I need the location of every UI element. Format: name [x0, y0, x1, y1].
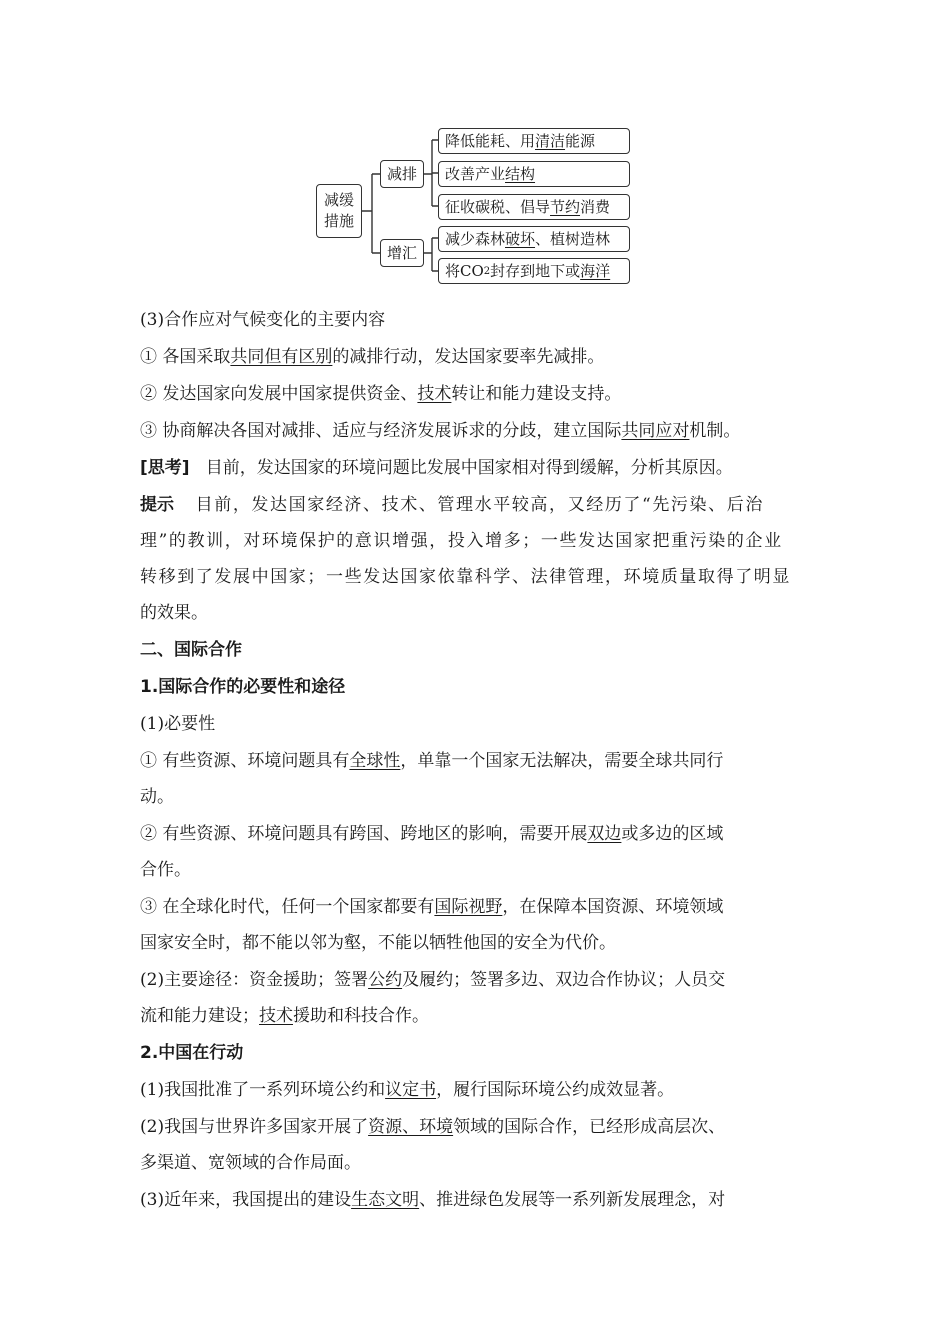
leaf-underlined: 清洁	[535, 131, 566, 150]
paragraph-line	[140, 1004, 429, 1028]
root-label-line1: 减缓	[323, 191, 354, 209]
text: 及履约；签署多边、双边合作协议；人员交	[402, 970, 726, 990]
leaf-underlined: 破坏	[505, 229, 536, 248]
hint-line	[140, 529, 783, 553]
underlined-term: 全球性	[349, 751, 401, 771]
leaf-text: 征收碳税、倡导	[445, 197, 551, 216]
underlined-term: 双边	[587, 824, 622, 844]
text: 合作。	[140, 860, 191, 880]
text: ，履行国际环境公约成效显著。	[436, 1080, 675, 1100]
paragraph-line	[140, 1115, 725, 1139]
underlined-term: 国际视野	[434, 897, 503, 917]
text: (1)我国批准了一系列环境公约和	[140, 1080, 386, 1100]
text: (3)近年来，我国提出的建设	[140, 1190, 352, 1210]
text: (1)必要性	[140, 714, 216, 734]
section-heading	[140, 638, 242, 662]
leaf-item	[438, 128, 630, 154]
paragraph-line	[140, 1078, 674, 1102]
paragraph-line	[140, 345, 604, 369]
text: 援助和科技合作。	[293, 1006, 429, 1026]
underlined-term: 技术	[259, 1006, 293, 1026]
underlined-term: 议定书	[385, 1080, 437, 1100]
leaf-text: 降低能耗、用	[445, 131, 536, 150]
paragraph-line	[140, 858, 191, 882]
paragraph-line	[140, 1151, 361, 1175]
hint-line	[140, 493, 764, 517]
leaf-text: 将CO	[445, 261, 484, 280]
text: 1.国际合作的必要性和途径	[140, 677, 346, 697]
text: 多渠道、宽领域的合作局面。	[140, 1153, 361, 1173]
leaf-text: 减少森林	[445, 229, 506, 248]
text: ② 有些资源、环境问题具有跨国、跨地区的影响，需要开展	[140, 824, 588, 844]
leaf-item	[438, 226, 630, 252]
text: ① 有些资源、环境问题具有	[140, 751, 350, 771]
branch-label: 减排	[386, 164, 417, 183]
text: ① 各国采取	[140, 347, 231, 367]
leaf-underlined: 海洋	[580, 261, 611, 280]
think-question	[140, 456, 733, 480]
text: ③ 协商解决各国对减排、适应与经济发展诉求的分歧，建立国际	[140, 421, 622, 441]
text: ，单靠一个国家无法解决，需要全球共同行	[400, 751, 724, 771]
text: ③ 在全球化时代，任何一个国家都要有	[140, 897, 435, 917]
paragraph-line	[140, 785, 174, 809]
leaf-item	[438, 161, 630, 187]
text: 转移到了发展中国家；一些发达国家依靠科学、法律管理，环境质量取得了明显	[140, 567, 791, 587]
leaf-item	[438, 258, 630, 284]
text: 理”的教训，对环境保护的意识增强，投入增多；一些发达国家把重污染的企业	[140, 531, 783, 551]
think-tag: [思考]	[140, 458, 190, 478]
paragraph-line	[140, 382, 621, 406]
underlined-term: 生态文明	[351, 1190, 420, 1210]
paragraph-line	[140, 419, 740, 443]
text: 、推进绿色发展等一系列新发展理念，对	[419, 1190, 726, 1210]
leaf-text: 消费	[580, 197, 611, 216]
leaf-underlined: 节约	[550, 197, 581, 216]
leaf-text: 、植树造林	[535, 229, 611, 248]
underlined-term: 共同但有区别	[230, 347, 333, 367]
leaf-item	[438, 194, 630, 220]
root-label-line2: 措施	[323, 212, 354, 230]
text: (2)我国与世界许多国家开展了	[140, 1117, 369, 1137]
text: 或多边的区域	[621, 824, 724, 844]
paragraph-line	[140, 749, 723, 773]
paragraph-line	[140, 895, 723, 919]
paragraph-line	[140, 1188, 725, 1212]
mitigation-measures-diagram	[314, 125, 634, 287]
text: 2.中国在行动	[140, 1043, 244, 1063]
underlined-term: 资源、环境	[368, 1117, 454, 1137]
text: 目前，发达国家的环境问题比发展中国家相对得到缓解，分析其原因。	[205, 458, 733, 478]
branch-label: 增汇	[386, 243, 417, 262]
hint-line	[140, 601, 208, 625]
text: 二、国际合作	[140, 640, 242, 660]
leaf-text: 改善产业	[445, 164, 506, 183]
hint-line	[140, 565, 791, 589]
text: ② 发达国家向发展中国家提供资金、	[140, 384, 418, 404]
text: 机制。	[689, 421, 741, 441]
paragraph-line	[140, 931, 616, 955]
subscript: 2	[483, 265, 491, 277]
hint-tag: 提示	[140, 495, 174, 515]
text: 转让和能力建设支持。	[451, 384, 622, 404]
leaf-underlined: 结构	[505, 164, 536, 183]
branch-emission-reduction	[380, 160, 424, 188]
text: 的减排行动，发达国家要率先减排。	[332, 347, 605, 367]
text: 动。	[140, 787, 174, 807]
text: ，在保障本国资源、环境领域	[502, 897, 724, 917]
paragraph-line	[140, 968, 725, 992]
leaf-text: 封存到地下或	[490, 261, 581, 280]
section-subheading	[140, 1041, 243, 1065]
text: 国家安全时，都不能以邻为壑，不能以牺牲他国的安全为代价。	[140, 933, 616, 953]
text: 的效果。	[140, 603, 208, 623]
underlined-term: 共同应对	[621, 421, 690, 441]
text: (2)主要途径：资金援助；签署	[140, 970, 369, 990]
branch-carbon-sink	[380, 239, 424, 267]
subheading	[140, 308, 385, 332]
paragraph-line	[140, 822, 723, 846]
text: (3)合作应对气候变化的主要内容	[140, 310, 386, 330]
text: 目前，发达国家经济、技术、管理水平较高，又经历了“先污染、后治	[195, 495, 764, 515]
text: 流和能力建设；	[140, 1006, 259, 1026]
subheading	[140, 712, 215, 736]
root-node	[316, 184, 362, 238]
section-subheading	[140, 675, 345, 699]
leaf-text: 能源	[565, 131, 596, 150]
underlined-term: 公约	[368, 970, 403, 990]
text: 领域的国际合作，已经形成高层次、	[453, 1117, 726, 1137]
underlined-term: 技术	[417, 384, 452, 404]
